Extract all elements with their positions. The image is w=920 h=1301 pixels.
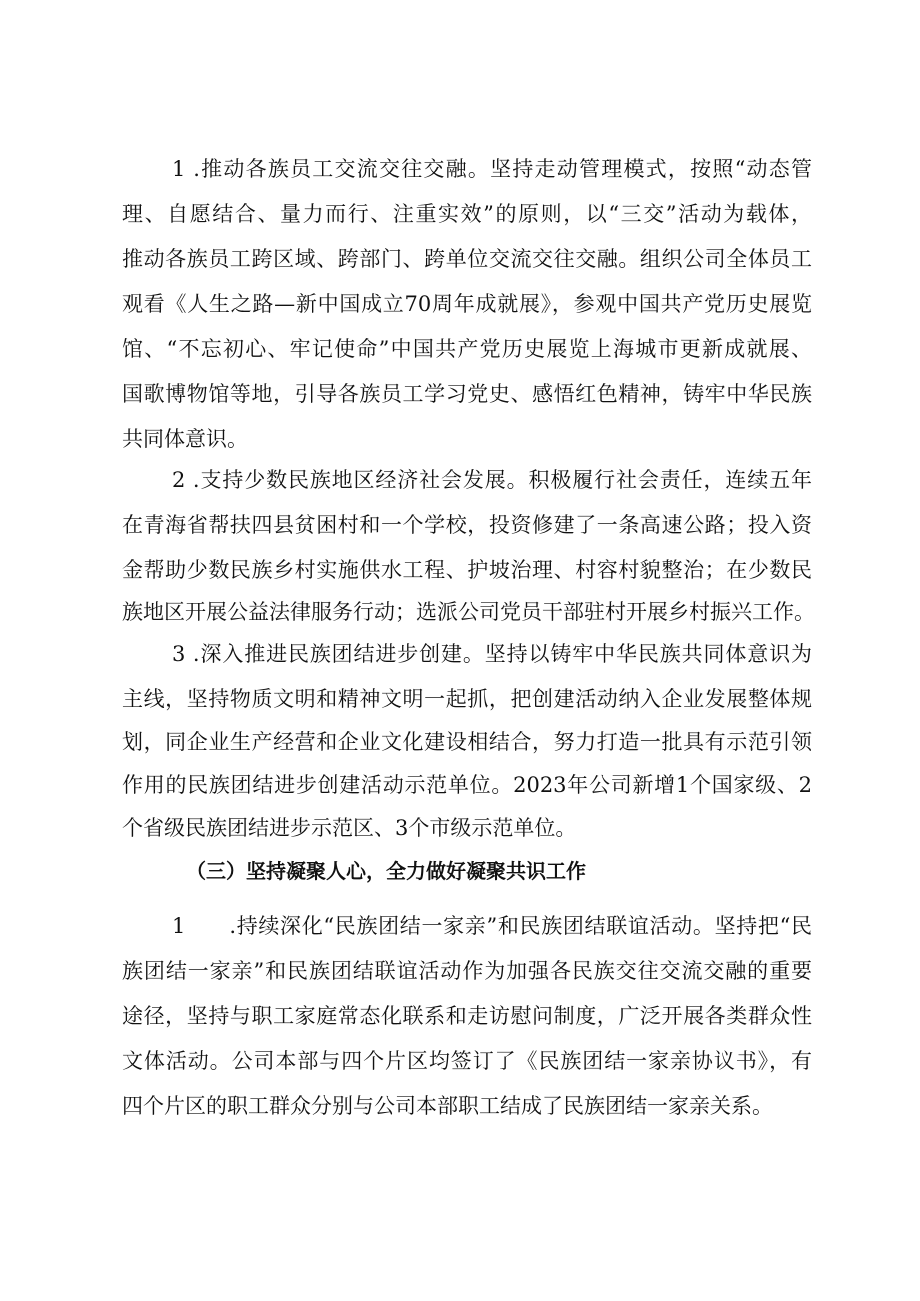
paragraph-1-line-2: 理、自愿结合、量力而行、注重实效”的原则，以“三交”活动为载体， [122, 202, 812, 226]
paragraph-3-line-1: 3 .深入推进民族团结进步创建。坚持以铸牢中华民族共同体意识为 [172, 642, 812, 666]
paragraph-1-line-1: 1 .推动各族员工交流交往交融。坚持走动管理模式，按照“动态管 [172, 157, 812, 181]
paragraph-4-line-5: 四个片区的职工群众分别与公司本部职工结成了民族团结一家亲关系。 [122, 1094, 773, 1118]
paragraph-1-line-4: 观看《人生之路—新中国成立70周年成就展》，参观中国共产党历史展览 [122, 292, 812, 316]
paragraph-3-line-3: 划，同企业生产经营和企业文化建设相结合，努力打造一批具有示范引领 [122, 730, 812, 754]
paragraph-1-line-5: 馆、“不忘初心、牢记使命”中国共产党历史展览上海城市更新成就展、 [122, 337, 812, 361]
paragraph-2-line-1: 2 .支持少数民族地区经济社会发展。积极履行社会责任，连续五年 [172, 468, 812, 492]
paragraph-4-line-1: 1 .持续深化“民族团结一家亲”和民族团结联谊活动。坚持把“民 [172, 914, 812, 938]
paragraph-1-line-6: 国歌博物馆等地，引导各族员工学习党史、感悟红色精神，铸牢中华民族 [122, 382, 812, 406]
paragraph-3-line-5: 个省级民族团结进步示范区、3个市级示范单位。 [122, 816, 577, 840]
paragraph-4-line-3: 途径，坚持与职工家庭常态化联系和走访慰问制度，广泛开展各类群众性 [122, 1004, 812, 1028]
paragraph-2-line-3: 金帮助少数民族乡村实施供水工程、护坡治理、村容村貌整治；在少数民 [122, 558, 812, 582]
paragraph-1-line-3: 推动各族员工跨区域、跨部门、跨单位交流交往交融。组织公司全体员工 [122, 247, 812, 271]
paragraph-3-line-4: 作用的民族团结进步创建活动示范单位。2023年公司新增1个国家级、2 [122, 773, 812, 797]
paragraph-2-line-4: 族地区开展公益法律服务行动；选派公司党员干部驻村开展乡村振兴工作。 [122, 600, 815, 624]
paragraph-1-line-7: 共同体意识。 [122, 427, 248, 451]
section-heading: （三）坚持凝聚人心，全力做好凝聚共识工作 [186, 859, 586, 883]
paragraph-3-line-2: 主线，坚持物质文明和精神文明一起抓，把创建活动纳入企业发展整体规 [122, 687, 812, 711]
paragraph-4-line-4: 文体活动。公司本部与四个片区均签订了《民族团结一家亲协议书》，有 [122, 1049, 812, 1073]
paragraph-2-line-2: 在青海省帮扶四县贫困村和一个学校，投资修建了一条高速公路；投入资 [122, 513, 812, 537]
paragraph-4-line-2: 族团结一家亲”和民族团结联谊活动作为加强各民族交往交流交融的重要 [122, 959, 812, 983]
